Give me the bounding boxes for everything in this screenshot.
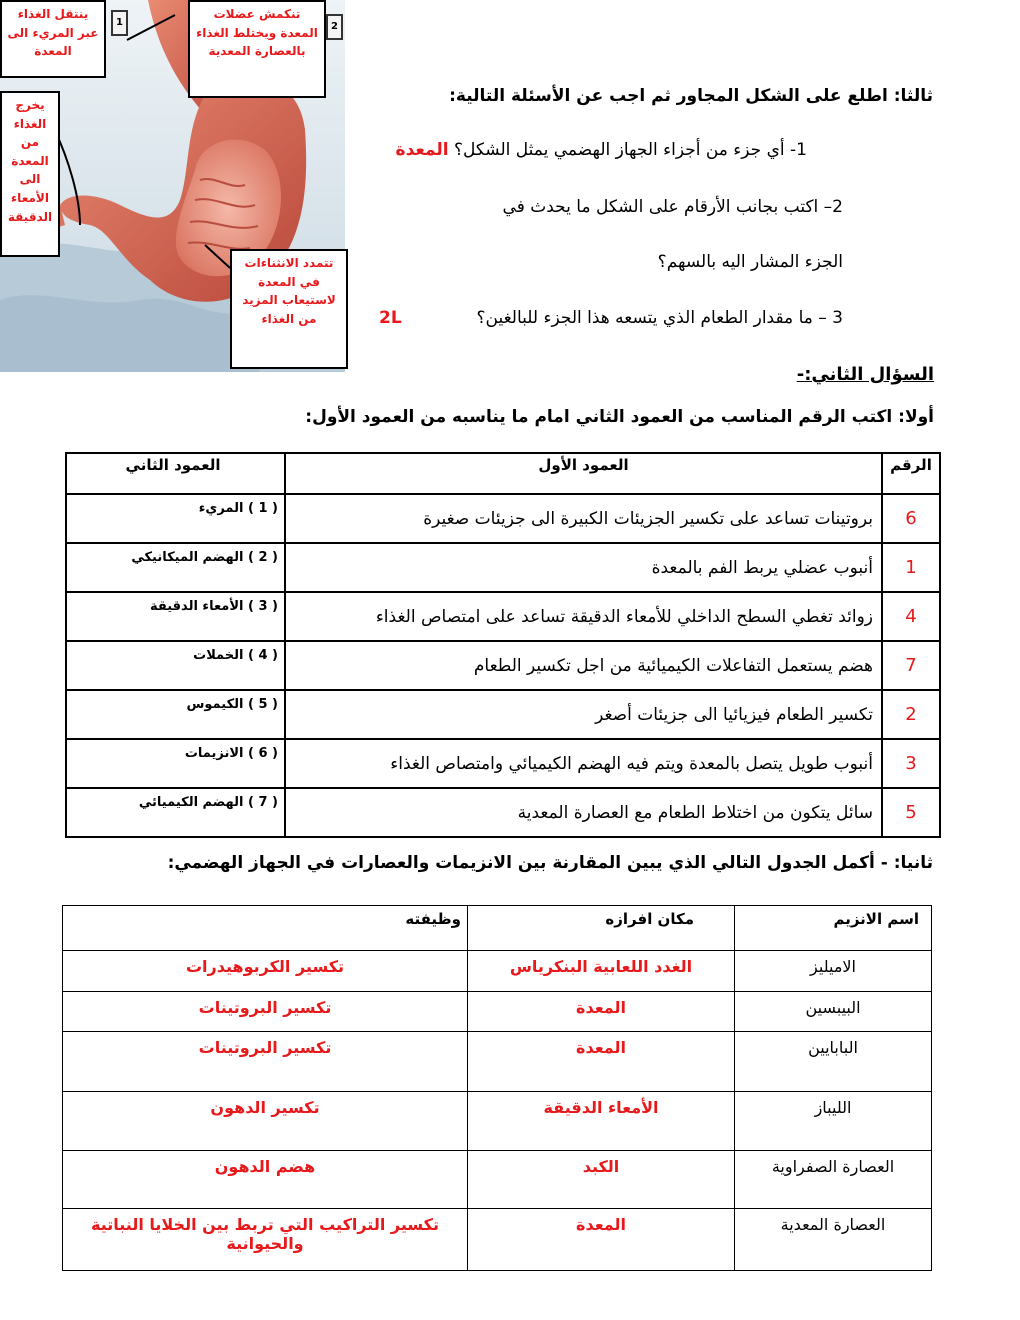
enzyme-table [62,905,932,1271]
header-col2: العمود الثاني [66,453,285,494]
answer-number[interactable]: 7 [882,641,940,690]
row-option: ( 4 ) الخملات [66,641,285,690]
answer-number[interactable]: 5 [882,788,940,837]
row-option: ( 3 ) الأمعاء الدقيقة [66,592,285,641]
enzyme-header-row [63,906,932,951]
enzyme-site[interactable]: الغدد اللعابية البنكرياس [468,951,735,992]
table-row [66,739,940,788]
row-option: ( 6 ) الانزيمات [66,739,285,788]
answer-number[interactable]: 3 [882,739,940,788]
callout-to-small-intestine: يخرج الغذاء من المعدة الى الأمعاء الدقيقة [0,91,60,257]
figure-tag-2: 2 [326,14,343,40]
row-description: أنبوب عضلي يربط الفم بالمعدة [285,543,882,592]
answer-1: المعدة [395,140,449,160]
enzyme-name: الاميليز [735,951,932,992]
row-option: ( 7 ) الهضم الكيميائي [66,788,285,837]
enzyme-site[interactable]: المعدة [468,992,735,1032]
enzyme-site[interactable]: المعدة [468,1032,735,1092]
question-1 [396,140,807,160]
stomach-figure [0,0,345,372]
table-row [66,592,940,641]
table-row [66,690,940,739]
enzyme-name: العصارة المعدية [735,1209,932,1271]
question-1-text: 1- أي جزء من أجزاء الجهاز الهضمي يمثل الشكل؟ [454,140,807,160]
enzyme-name: البيبسين [735,992,932,1032]
question-3: 3 – ما مقدار الطعام الذي يتسعه هذا الجزء للبالغين؟ [476,308,843,328]
row-description: بروتينات تساعد على تكسير الجزيئات الكبيرة الى جزيئات صغيرة [285,494,882,543]
header-secretion-site: مكان افرازه [468,906,735,951]
figure-tag-1: 1 [111,10,128,36]
section3-title: ثالثا: اطلع على الشكل المجاور ثم اجب عن الأسئلة التالية: [449,86,933,106]
enzyme-site[interactable]: الأمعاء الدقيقة [468,1092,735,1151]
enzyme-function[interactable]: تكسير الكربوهيدرات [63,951,468,992]
answer-number[interactable]: 2 [882,690,940,739]
callout-stomach-muscles: تنكمش عضلات المعدة ويختلط الغذاء بالعصارة المعدية [188,0,326,98]
callout-esophagus: ينتقل الغذاء عبر المريء الى المعدة [0,0,106,78]
header-function: وظيفته [63,906,468,951]
matching-table [65,452,941,838]
table-row [63,1092,932,1151]
table-row [66,494,940,543]
answer-number[interactable]: 1 [882,543,940,592]
enzyme-site[interactable]: المعدة [468,1209,735,1271]
row-option: ( 1 ) المريء [66,494,285,543]
row-description: أنبوب طويل يتصل بالمعدة ويتم فيه الهضم الكيميائي وامتصاص الغذاء [285,739,882,788]
part2-title: ثانيا: - أكمل الجدول التالي الذي يبين المقارنة بين الانزيمات والعصارات في الجهاز الهضمي: [167,853,933,873]
question2-heading: السؤال الثاني:- [796,364,934,385]
enzyme-function[interactable]: تكسير التراكيب التي تربط بين الخلايا النباتية والحيوانية [63,1209,468,1271]
answer-number[interactable]: 4 [882,592,940,641]
enzyme-site[interactable]: الكبد [468,1151,735,1209]
enzyme-function[interactable]: تكسير البروتينات [63,1032,468,1092]
question-2-line-2: الجزء المشار اليه بالسهم؟ [657,252,843,272]
table-row [63,1151,932,1209]
enzyme-function[interactable]: هضم الدهون [63,1151,468,1209]
header-col1: العمود الأول [285,453,882,494]
table-row [63,1032,932,1092]
matching-header-row [66,453,940,494]
row-description: زوائد تغطي السطح الداخلي للأمعاء الدقيقة تساعد على امتصاص الغذاء [285,592,882,641]
header-num: الرقم [882,453,940,494]
table-row [63,951,932,992]
row-description: سائل يتكون من اختلاط الطعام مع العصارة المعدية [285,788,882,837]
header-enzyme-name: اسم الانزيم [735,906,932,951]
enzyme-name: الليباز [735,1092,932,1151]
table-row [66,543,940,592]
question-2-line-1: 2– اكتب بجانب الأرقام على الشكل ما يحدث في [502,197,843,217]
enzyme-function[interactable]: تكسير البروتينات [63,992,468,1032]
part1-title: أولا: اكتب الرقم المناسب من العمود الثاني امام ما يناسبه من العمود الأول: [305,407,934,427]
enzyme-name: العصارة الصفراوية [735,1151,932,1209]
enzyme-name: البابايين [735,1032,932,1092]
row-option: ( 2 ) الهضم الميكانيكي [66,543,285,592]
table-row [63,992,932,1032]
table-row [66,788,940,837]
row-description: هضم يستعمل التفاعلات الكيميائية من اجل تكسير الطعام [285,641,882,690]
callout-folds-expand: تتمدد الانثناءات في المعدة لاستيعاب المزيد من الغذاء [230,249,348,369]
row-option: ( 5 ) الكيموس [66,690,285,739]
table-row [66,641,940,690]
row-description: تكسير الطعام فيزيائيا الى جزيئات أصغر [285,690,882,739]
enzyme-function[interactable]: تكسير الدهون [63,1092,468,1151]
table-row [63,1209,932,1271]
answer-number[interactable]: 6 [882,494,940,543]
answer-3: 2L [379,308,402,328]
